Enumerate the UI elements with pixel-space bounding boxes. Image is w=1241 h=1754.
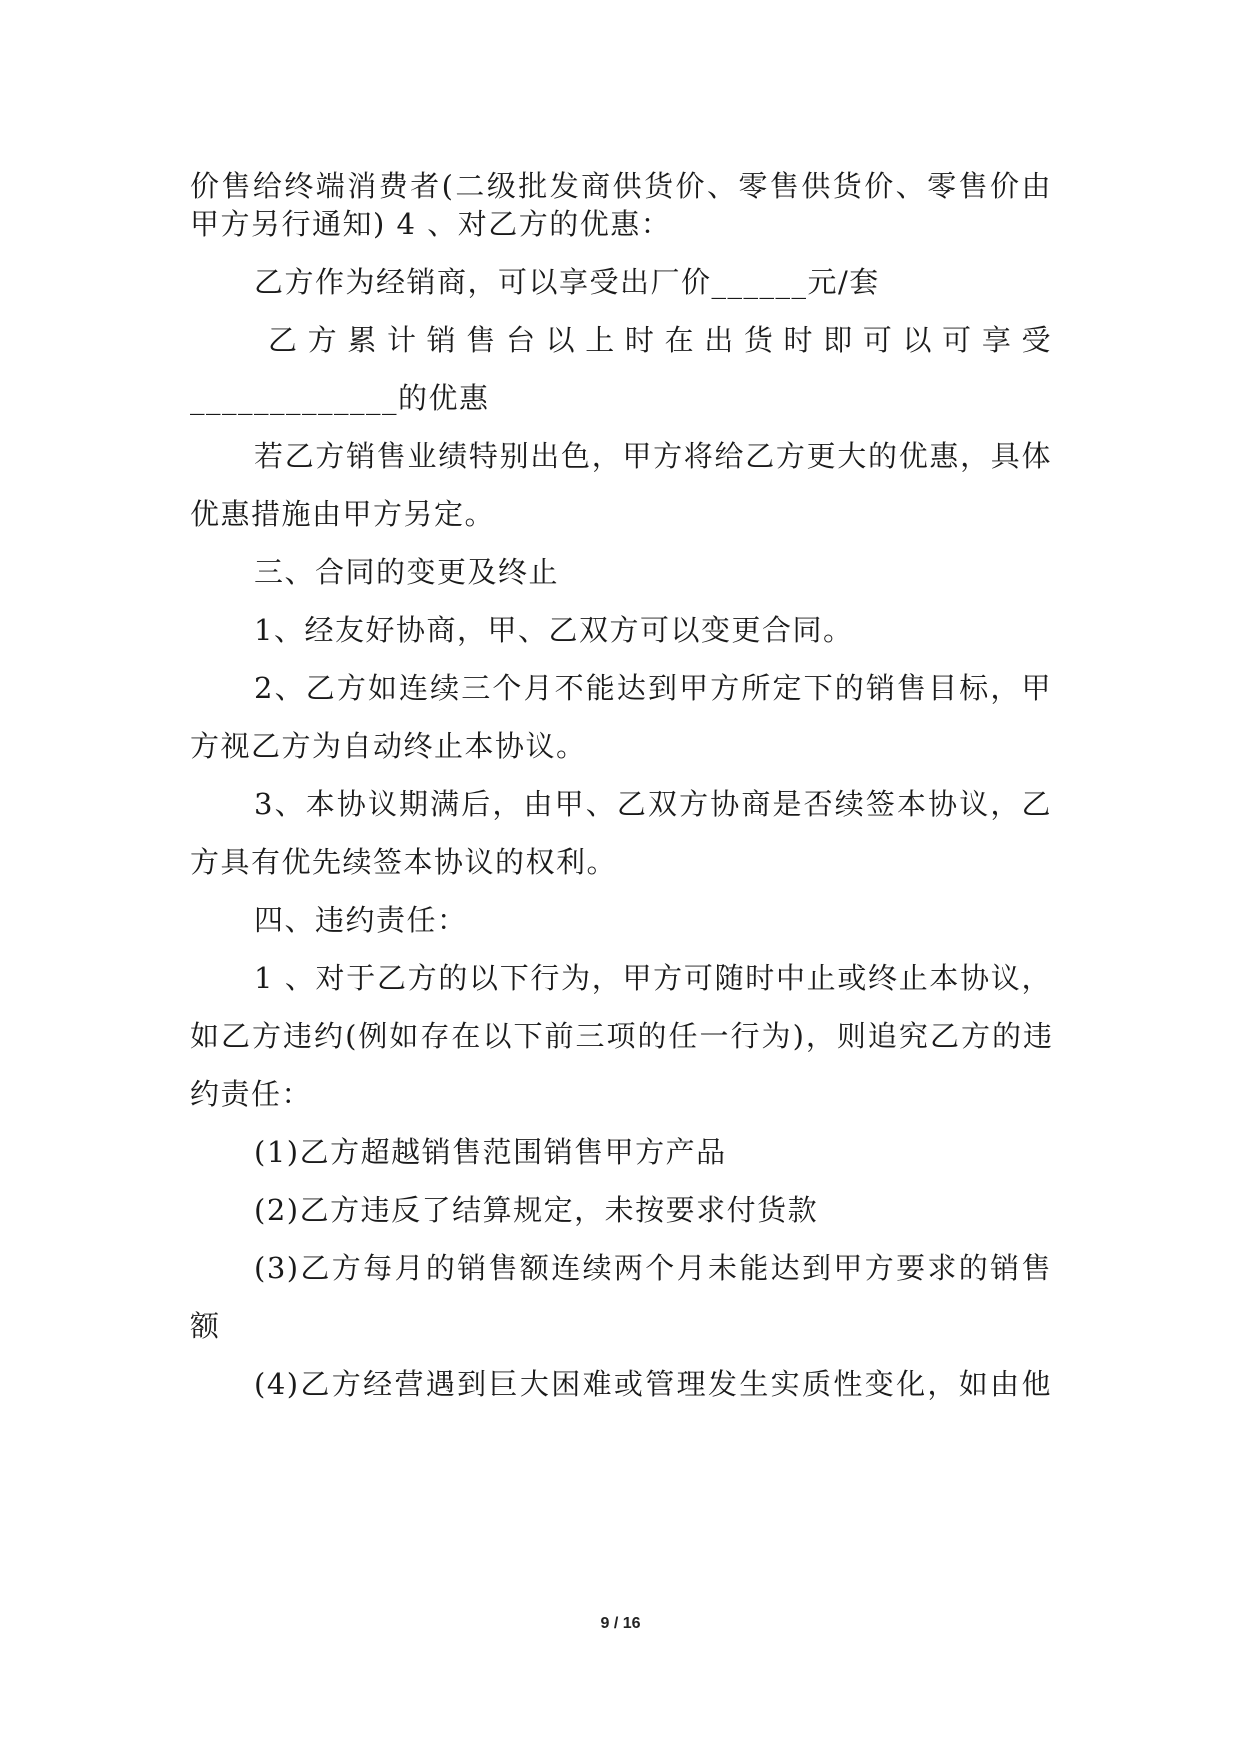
text-line-11: 方视乙方为自动终止本协议。: [190, 729, 587, 763]
text-line-17: 约责任：: [190, 1077, 313, 1111]
text-line-5: _____________的优惠: [190, 381, 490, 415]
text-line-9: 1、经友好协商，甲、乙双方可以变更合同。: [254, 613, 854, 647]
text-line-2: 甲方另行通知) 4 、对乙方的优惠：: [190, 207, 672, 241]
section-heading-4: 四、违约责任：: [254, 903, 468, 937]
list-item-4: (4)乙方经营遇到巨大困难或管理发生实质性变化，如由他: [254, 1367, 1052, 1401]
text-line-16: 如乙方违约(例如存在以下前三项的任一行为)，则追究乙方的违: [190, 1019, 1052, 1053]
text-line-3: 乙方作为经销商，可以享受出厂价______元/套: [254, 265, 880, 299]
text-line-10: 2、乙方如连续三个月不能达到甲方所定下的销售目标，甲: [254, 671, 1052, 705]
text-line-15: 1 、对于乙方的以下行为，甲方可随时中止或终止本协议，: [254, 961, 1052, 995]
text-line-7: 优惠措施由甲方另定。: [190, 497, 496, 531]
text-line-6: 若乙方销售业绩特别出色，甲方将给乙方更大的优惠，具体: [254, 439, 1052, 473]
text-line-1: 价售给终端消费者(二级批发商供货价、零售供货价、零售价由: [190, 169, 1052, 203]
list-item-2: (2)乙方违反了结算规定，未按要求付货款: [254, 1193, 819, 1227]
list-item-3: (3)乙方每月的销售额连续两个月未能达到甲方要求的销售: [254, 1251, 1052, 1285]
text-line-4: 乙方累计销售台以上时在出货时即可以可享受: [268, 323, 1052, 357]
list-item-1: (1)乙方超越销售范围销售甲方产品: [254, 1135, 727, 1169]
section-heading-3: 三、合同的变更及终止: [254, 555, 560, 589]
page-number: 9 / 16: [600, 1615, 641, 1632]
list-item-3-continued: 额: [190, 1309, 221, 1343]
text-line-12: 3、本协议期满后，由甲、乙双方协商是否续签本协议，乙: [254, 787, 1052, 821]
text-line-13: 方具有优先续签本协议的权利。: [190, 845, 618, 879]
